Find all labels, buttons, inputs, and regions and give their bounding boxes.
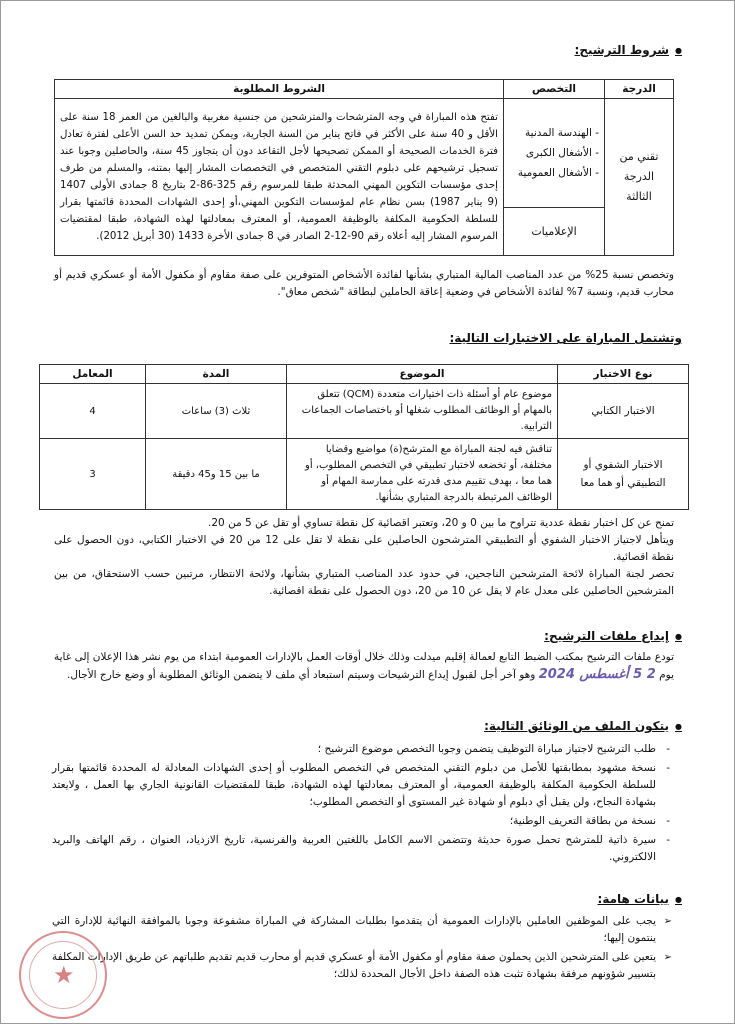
exams-table [39,364,689,510]
exam-duration-written: ثلاث (3) ساعات [146,384,287,439]
deadline-stamp: 2 5 أغسطس 2024 [538,667,656,682]
list-item: - نسخة مشهود بمطابقتها للأصل من دبلوم التقني المتخصص في التخصص المطلوب أو إحدى الشهادات المعادلة له المحددة قائمتها بقرار للسلطة الحكومية المكلفة بالوظيفة العمومية، أو المعترف بمعادلتها لهذه الشهادة، طبقا للمقتضيات القانونية الجاري بها العمل ، ولايعتد بشهادة النجاح، ولن يقبل أي دبلوم أو شهادة غير المستوى أو التخصص المطلوب؛ [52,760,656,811]
notes-list [52,913,672,985]
specialty-public-works: - الأشغال العمومية [517,167,599,180]
exam-coef-oral: 3 [40,439,146,510]
list-item: ➢ يجب على الموظفين العاملين بالإدارات العمومية أن يتقدموا بطلبات المشاركة في المباراة مشفوعة وجوبا بالموافقة النهائية للإدارة التي ينتمون إليها؛ [52,913,656,947]
section-title-documents: ● يتكون الملف من الوثائق التالية: [484,719,682,733]
star-icon: ★ [53,961,75,989]
header-coefficient: المعامل [40,365,146,384]
exam-subject-oral: تناقش فيه لجنة المباراة مع المترشح(ة) مواضيع وقضايا مختلفة، أو تخضعه لاختبار تطبيقي في التخصص المطلوب، أو هما معا ، بهدف تقييم مدى قدرته على ممارسة المهام أو الوظائف المرتبطة بالدرجة المتباري بشأنها. [287,439,558,510]
section-title-exams: وتشتمل المباراة على الاختبارات التالية: [449,331,682,345]
exam-type-oral: الاختبار الشفوي أو التطبيقي أو هما معا [558,439,689,510]
conditions-table [54,79,674,256]
official-seal-icon [19,931,107,1019]
table-row [40,439,689,510]
section-title-conditions: ● شروط الترشيح: [575,43,682,57]
specialty-civil: - الهندسة المدنية [525,127,599,140]
quota-paragraph: وتخصص نسبة 25% من عدد المناصب المالية المتباري بشأنها لفائدة الأشخاص المتوفرين على صفة مقاوم أو مكفول الأمة أو عسكري قديم أو محارب قديم، ونسبة 7% لفائدة الأشخاص في وضعية إعاقة الحاملين لبطاقة "شخص معاق". [54,269,674,298]
grade-cell: تقني من الدرجة الثالثة [605,99,674,256]
exam-duration-oral: ما بين 15 و45 دقيقة [146,439,287,510]
conditions-cell: تفتح هذه المباراة في وجه المترشحات والمترشحين من جنسية مغربية والبالغين من العمر 18 سنة على الأقل و 40 سنة على الأكثر في فاتح يناير من السنة الجارية، ويمكن تمديد حد السن الأعلى لفترة تعادل فترة الخدمات الصحيحة أو الممكن تصحيحها لأجل التقاعد دون أن يتجاوز 45 سنة، والحاصلين وجوبا عند تسجيل ترشيحهم على دبلوم التقني المتخصص في التخصصات المشار إليها بمتنه، والمسلم من طرف إحدى مؤسسات التكوين المهني المحدثة طبقا للمرسوم رقم 325-86-2 بتاريخ 8 جمادى الأولى 1407 (9 يناير 1987) بسن نظام عام لمؤسسات التكوين المهني،أو إحدى الشهادات المحددة قائمتها بقرار للسلطة الحكومية المكلفة بالوظيفة العمومية، أو المعترف بمعادلتها لهذه الشهادة، طبقا لمقتضيات المرسوم المشار إليه أعلاه رقم 90-12-2 الصادر في 8 جمادى الأخرة 1433 (30 أبريل 2012). [55,99,504,256]
table-row [40,384,689,439]
list-item: - طلب الترشيح لاجتياز مباراة التوظيف يتضمن وجوبا التخصص موضوع الترشيح ؛ [52,741,656,758]
header-grade: الدرجة [605,80,674,99]
list-item: - نسخة من بطاقة التعريف الوطنية؛ [52,813,656,830]
grading-paragraph: تمنح عن كل اختبار نقطة عددية تتراوح ما بين 0 و 20، وتعتبر اقصائية كل نقطة تساوي أو تقل عن 5 من 20. ويتأهل لاجتياز الاختبار الشفوي أو التطبيقي المترشحون الحاصلين على نقطة لا تقل على 12 من 20 في الاختبار الكتابي، دون الحصول على نقطة اقصائية. تحصر لجنة المباراة لائحة المترشحين الناجحين، في حدود عدد المناصب المتباري بشأنها، ولائحة الانتظار، مرتبين حسب الاستحقاق، من بين المترشحين الحاصلين على معدل عام لا يقل عن 10 من 20، دون الحصول على نقطة اقصائية. [54,517,674,597]
header-specialty: التخصص [504,80,605,99]
list-item: - سيرة ذاتية للمترشح تحمل صورة حديثة وتتضمن الاسم الكامل باللغتين العربية والفرنسية، تاريخ الازدياد، العنوان ، رقم الهاتف والبريد الالكتروني. [52,832,656,866]
list-item: ➢ يتعين على المترشحين الذين يحملون صفة مقاوم أو مكفول الأمة أو عسكري قديم أو محارب قديم تقديم طلباتهم عن طريق الإدارات المكلفة بتسيير شؤونهم مرفقة بشهادة تثبت هذه الصفة داخل الأجال المحددة لذلك؛ [52,949,656,983]
specialty-major-works: - الأشغال الكبرى [525,147,599,160]
exam-type-written: الاختبار الكتابي [558,384,689,439]
submission-paragraph: تودع ملفات الترشيح بمكتب الضبط التابع لعمالة إقليم ميدلت وذلك خلال أوقات العمل بالإدارات العمومية ابتداء من يوم نشر هذا الإعلان إلى غاية يوم 2 5 أغسطس 2024 وهو آخر أجل لقبول إيداع الترشيحات وسيتم استبعاد أي ملف لا يتضمن الوثائق المطلوبة أو وضع خارج الأجال. [54,651,674,682]
documents-list [52,741,672,868]
specialty-it: الإعلاميات [504,208,605,256]
section-title-submission: ● إيداع ملفات الترشيح: [544,629,682,643]
section-title-notes: ● بيانات هامة: [598,892,682,906]
header-duration: المدة [146,365,287,384]
header-conditions: الشروط المطلوبة [55,80,504,99]
exam-coef-written: 4 [40,384,146,439]
exam-subject-written: موضوع عام أو أسئلة ذات اختيارات متعددة (QCM) تتعلق بالمهام أو الوظائف المطلوب شغلها أو باختصاصات الجماعات الترابية. [287,384,558,439]
header-subject: الموضوع [287,365,558,384]
specialty-civil-group [504,99,605,208]
header-exam-type: نوع الاختبار [558,365,689,384]
